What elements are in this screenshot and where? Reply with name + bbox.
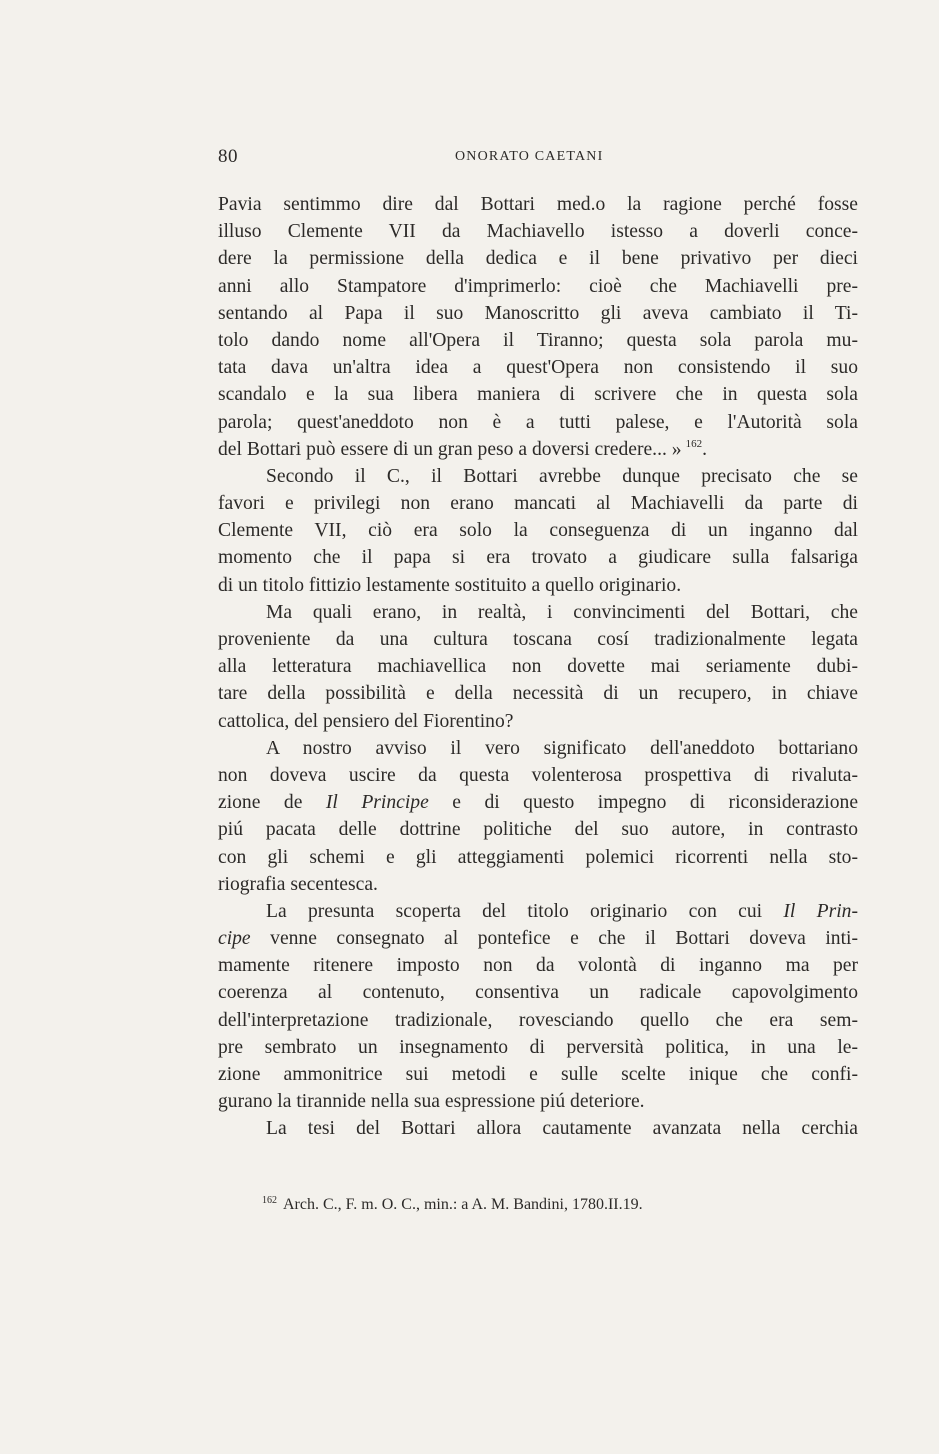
text-line: dell'interpretazione tradizionale, rovesciando quello che era sem- <box>218 1009 858 1031</box>
text-line: gurano la tirannide nella sua espressione piú deteriore. <box>218 1091 645 1113</box>
text-line: riografia secentesca. <box>218 873 378 895</box>
text-line: anni allo Stampatore d'imprimerlo: cioè che Machiavelli pre- <box>218 275 858 297</box>
text-line: alla letteratura machiavellica non dovette mai seriamente dubi- <box>218 656 858 678</box>
text-line: tolo dando nome all'Opera il Tiranno; questa sola parola mu- <box>218 329 858 351</box>
text-line: tare della possibilità e della necessità di un recupero, in chiave <box>218 683 858 705</box>
text-line: piú pacata delle dottrine politiche del suo autore, in contrasto <box>218 819 858 841</box>
footnote-text: Arch. C., F. m. O. C., min.: a A. M. Bandini, 1780.II.19. <box>283 1196 643 1213</box>
body-text <box>218 191 858 1143</box>
text-line: parola; quest'aneddoto non è a tutti palese, e l'Autorità sola <box>218 411 858 433</box>
text-line: pre sembrato un insegnamento di perversità politica, in una le- <box>218 1036 858 1058</box>
paragraph-start: La tesi del Bottari allora cautamente avanzata nella cerchia <box>266 1118 858 1140</box>
text-line: mamente ritenere imposto non da volontà di inganno ma per <box>218 955 858 977</box>
footnote <box>262 1194 858 1216</box>
text-line: illuso Clemente VII da Machiavello istesso a doverli conce- <box>218 221 858 243</box>
text-fragment: e di questo impegno di riconsiderazione <box>452 792 858 814</box>
text-line: di un titolo fittizio lestamente sostituito a quello originario. <box>218 574 682 596</box>
quote-end: del Bottari può essere di un gran peso a doversi credere... » <box>218 438 682 460</box>
text-fragment: venne consegnato al pontefice e che il Bottari doveva inti- <box>270 928 858 950</box>
text-line: tata dava un'altra idea a quest'Opera non consistendo il suo <box>218 357 858 379</box>
italic-title: Il Prin- <box>783 900 858 922</box>
text-line: momento che il papa si era trovato a giudicare sulla falsariga <box>218 547 858 569</box>
paragraph-start: Secondo il C., il Bottari avrebbe dunque precisato che se <box>266 465 858 487</box>
italic-title: cipe <box>218 928 251 950</box>
paragraph-start <box>218 898 858 925</box>
text-line: Clemente VII, ciò era solo la conseguenza di un inganno dal <box>218 520 858 542</box>
text-fragment: La presunta scoperta del titolo originario con cui <box>266 900 763 922</box>
text-line: dere la permissione della dedica e il bene privativo per dieci <box>218 248 858 270</box>
text-line: con gli schemi e gli atteggiamenti polemici ricorrenti nella sto- <box>218 846 858 868</box>
text-line: del Bottari può essere di un gran peso a doversi credere... » $^{162}$. <box>218 438 707 460</box>
footnote-number: 162 <box>262 1194 277 1206</box>
paragraph-start: Ma quali erano, in realtà, i convincimenti del Bottari, che <box>266 601 858 623</box>
text-line <box>218 925 858 952</box>
text-line: zione ammonitrice sui metodi e sulle scelte inique che confi- <box>218 1064 858 1085</box>
paragraph-start: A nostro avviso il vero significato dell'aneddoto bottariano <box>266 737 858 759</box>
italic-title: Il Principe <box>325 792 429 814</box>
text-line: scandalo e la sua libera maniera di scrivere che in questa sola <box>218 384 858 406</box>
text-line <box>218 789 858 816</box>
text-line: sentando al Papa il suo Manoscritto gli aveva cambiato il Ti- <box>218 302 858 324</box>
page-header <box>218 146 858 170</box>
text-line: favori e privilegi non erano mancati al Machiavelli da parte di <box>218 493 858 515</box>
text-line: cattolica, del pensiero del Fiorentino? <box>218 710 514 732</box>
text-line: Pavia sentimmo dire dal Bottari med.o la ragione perché fosse <box>218 194 858 215</box>
text-line: non doveva uscire da questa volenterosa prospettiva di rivaluta- <box>218 764 858 786</box>
text-line: proveniente da una cultura toscana cosí tradizionalmente legata <box>218 629 858 650</box>
text-line: coerenza al contenuto, consentiva un radicale capovolgimento <box>218 982 858 1004</box>
page-number: 80 <box>218 146 238 167</box>
running-head: ONORATO CAETANI <box>455 149 604 164</box>
text-fragment: zione de <box>218 792 303 814</box>
footnote-reference: 162 <box>685 438 703 451</box>
